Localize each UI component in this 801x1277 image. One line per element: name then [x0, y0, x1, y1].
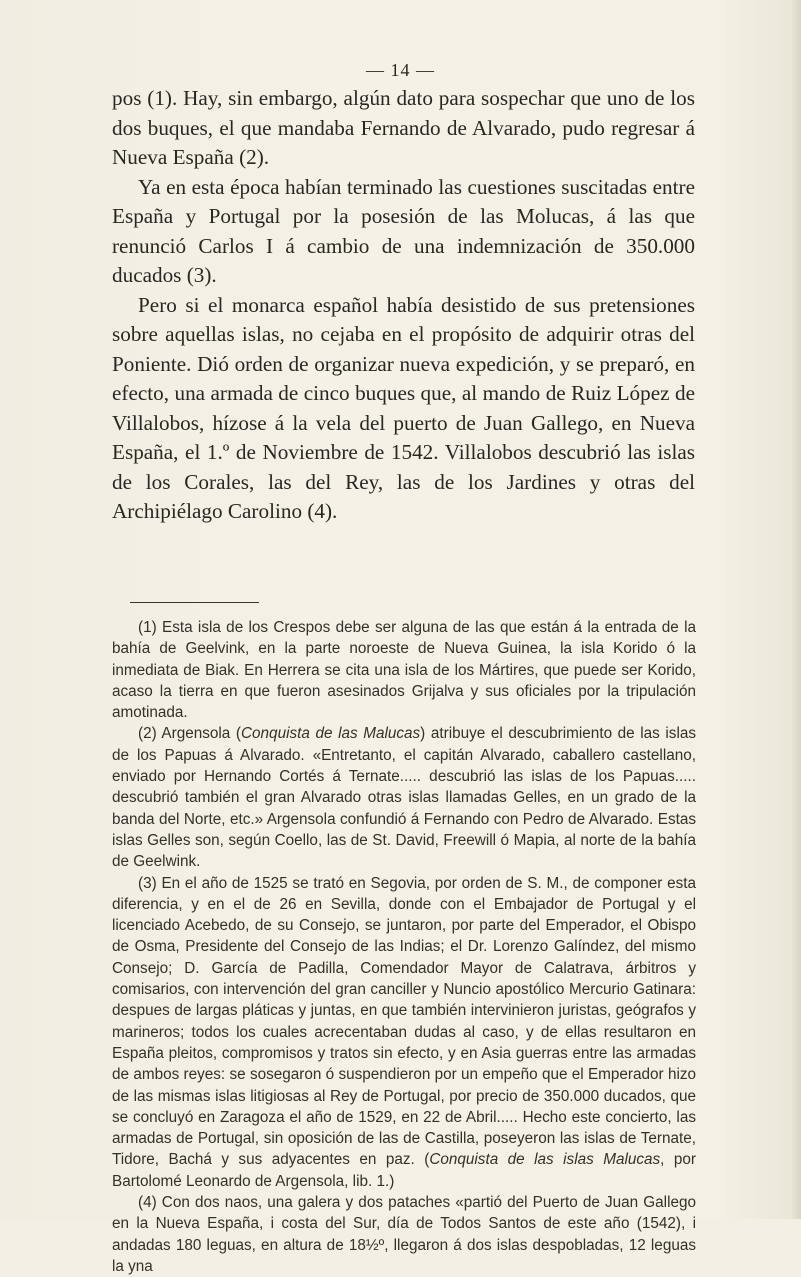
- footnote-2-text-start: (2) Argensola (: [138, 725, 241, 743]
- footnote-3: [112, 873, 696, 1192]
- footnote-2-book-title: Conquista de las Malucas: [241, 725, 421, 743]
- footnote-3-text-start: (3) En el año de 1525 se trató en Segovia, por orden de S. M., de componer esta diferencia, y en el de 26 en Sevilla, donde con el Embajador de Portugal y el licenciado Acebedo, de su Consejo, se juntaron, por parte del Emperador, el Obispo de Osma, Presidente del Consejo de las Indias; el Dr. Lorenzo Galíndez, del mismo Consejo; D. García de Padilla, Comendador Mayor de Calatrava, árbitros y comisarios, con intervención del gran canciller y Nuncio apostólico Mercurio Gatinara: despues de largas pláticas y juntas, en que también intervinieron juristas, geógrafos y marineros; todos los cuales acrecentaban dudas al caso, y de ellas resultaron en España pleitos, compromisos y tratos sin efecto, y en Asia guerras entre las armadas de ambos reyes: se sosegaron ó suspendieron por un empeño que el Emperador hizo de las mismas islas litigiosas al Rey de Portugal, por precio de 350.000 ducados, que se concluyó en Zaragoza el año de 1529, en 22 de Abril..... Hecho este concierto, las armadas de Portugal, sin oposición de las de Castilla, poseyeron las islas de Ternate, Tidore, Bachá y sus adyacentes en paz. (: [112, 874, 696, 1169]
- footnote-1-text: (1) Esta isla de los Crespos debe ser alguna de las que están á la entrada de la bahía de Geelvink, en la parte noroeste de Nueva Guinea, la isla Korido ó la inmediata de Biak. En Herrera se cita una isla de los Mártires, que puede ser Korido, acaso la tierra en que fueron asesinados Grijalva y sus oficiales por la tripulación amotinada.: [112, 619, 696, 722]
- footnote-1: [112, 617, 696, 723]
- footnote-4-text: (4) Con dos naos, una galera y dos pataches «partió del Puerto de Juan Gallego en la Nueva España, i costa del Sur, día de Todos Santos de este año (1542), i andadas 180 leguas, en altura de 18½º, llegaron á dos islas despobladas, 12 leguas la yna: [112, 1194, 696, 1275]
- main-text: [112, 84, 695, 527]
- page-edge-shadow: [791, 0, 801, 1219]
- footnote-2-text-end: ) atribuye el descubrimiento de las islas de los Papuas á Alvarado. «Entretanto, el capitán Alvarado, caballero castellano, enviado por Hernando Cortés á Ternate..... descubrió las islas de los Papuas..... descubrió también el gran Alvarado otras islas llamadas Gelles, en un grado de la banda del Norte, etc.» Argensola confundió á Fernando con Pedro de Alvarado. Estas islas Gelles son, según Coello, las de St. David, Freewill ó Mapia, al norte de la bahía de Geelwink.: [112, 725, 696, 871]
- footnote-separator: [130, 602, 259, 603]
- footnotes: [112, 617, 696, 1277]
- page-number: — 14 —: [366, 60, 435, 80]
- body-paragraph-3: Pero si el monarca español había desistido de sus pretensiones sobre aquellas islas, no cejaba en el propósito de adquirir otras del Poniente. Dió orden de organizar nueva expedición, y se preparó, en efecto, una armada de cinco buques que, al mando de Ruiz López de Villalobos, hízose á la vela del puerto de Juan Gallego, en Nueva España, el 1.º de Noviembre de 1542. Villalobos descubrió las islas de los Corales, las del Rey, las de los Jardines y otras del Archipiélago Carolino (4).: [112, 292, 695, 523]
- footnote-3-book-title: Conquista de las islas Malucas: [429, 1151, 661, 1169]
- footnote-4: [112, 1192, 696, 1277]
- body-paragraph-1: pos (1). Hay, sin embargo, algún dato para sospechar que uno de los dos buques, el que mandaba Fernando de Alvarado, pudo regresar á Nueva España (2).: [112, 86, 695, 169]
- footnote-3-text-end: , por Bartolomé Leonardo de Argensola, lib. 1.): [112, 1151, 696, 1190]
- footnote-2: [112, 723, 696, 872]
- body-paragraph-2: Ya en esta época habían terminado las cuestiones suscitadas entre España y Portugal por la posesión de las Molucas, á las que renunció Carlos I á cambio de una indemnización de 350.000 ducados (3).: [112, 174, 695, 287]
